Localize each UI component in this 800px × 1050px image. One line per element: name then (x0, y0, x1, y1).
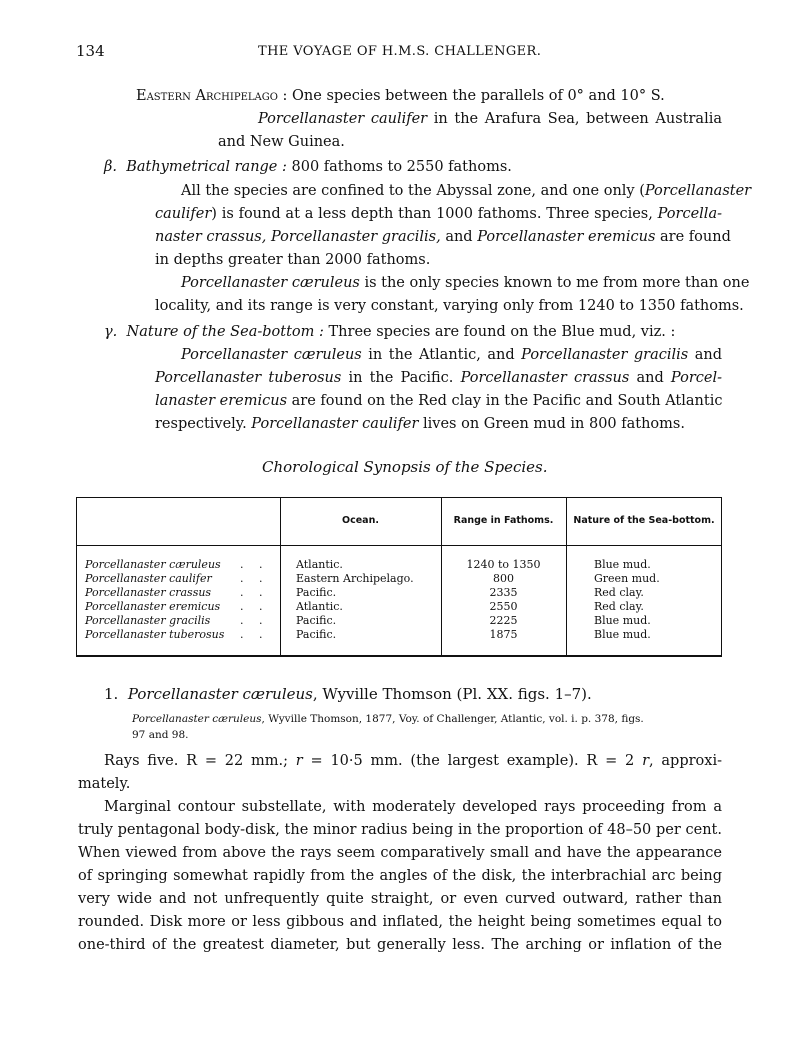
sea-bottom-heading: Nature of the Sea-bottom : (126, 324, 324, 340)
table-cell-bottom: Red clay. (594, 600, 644, 613)
table-cell-ocean: Pacific. (296, 614, 337, 627)
description-line-3: When viewed from above the rays seem comparatively small and have the appearance (78, 845, 722, 861)
species-authority: , Wyville Thomson (Pl. XX. figs. 1–7). (312, 685, 592, 703)
column-header-range: Range in Fathoms. (453, 515, 554, 526)
caulifer-locality: in the Arafura Sea, between Australia (427, 111, 722, 127)
synonymy-reference-line-2: 97 and 98. (132, 729, 189, 741)
text-run: and (629, 370, 671, 386)
text-run: respectively. (155, 416, 252, 432)
table-cell-range: 2550 (489, 600, 518, 613)
table-cell-ocean: Pacific. (296, 586, 337, 599)
bathymetrical-line-4: in depths greater than 2000 fathoms. (155, 252, 431, 268)
caulifer-line-1 (258, 109, 722, 129)
species-name: Porcellanaster cæruleus (127, 685, 313, 703)
table-cell-ocean: Pacific. (296, 628, 337, 641)
bathymetrical-line-2 (155, 204, 722, 224)
column-header-bottom: Nature of the Sea-bottom. (573, 515, 715, 526)
math-symbol: r (642, 753, 650, 769)
bathymetrical-range-text: 800 fathoms to 2550 fathoms. (286, 159, 512, 175)
species-name: Porcellanaster crassus (460, 370, 630, 386)
leader-dots: . . (240, 572, 269, 585)
bathymetrical-line-6: locality, and its range is very constant, varying only from 1240 to 1350 fathoms. (155, 298, 744, 314)
description-line-6: rounded. Disk more or less gibbous and inflated, the height being sometimes equal to (78, 914, 722, 930)
caulifer-name: Porcellanaster caulifer (258, 111, 428, 127)
caulifer-line-2: and New Guinea. (218, 134, 345, 150)
description-line-5: very wide and not unfrequently quite straight, or even curved outward, rather than (78, 891, 722, 907)
table-cell-range: 800 (493, 572, 514, 585)
bathymetrical-line-1 (181, 181, 752, 201)
table-cell-bottom: Blue mud. (594, 614, 651, 627)
text-run: are found on the Red clay in the Pacific and South Atlantic (287, 393, 723, 409)
text-run: = 10·5 mm. (the largest example). R = 2 (302, 753, 643, 769)
text-run: ) is found at a less depth than 1000 fathoms. Three species, (211, 206, 658, 222)
text-run: All the species are confined to the Abyssal zone, and one only ( (181, 183, 645, 199)
table-header-rule (76, 545, 722, 546)
table-cell-species (85, 600, 220, 614)
leader-dots: . . (240, 586, 269, 599)
leader-dots: . . (240, 600, 269, 613)
table-cell-species (85, 614, 210, 628)
bathymetrical-heading: Bathymetrical range : (126, 159, 287, 175)
synonymy-reference (132, 711, 644, 727)
table-cell-ocean: Atlantic. (296, 600, 343, 613)
sea-bottom-heading-line (104, 322, 675, 342)
text-run: in the Pacific. (341, 370, 461, 386)
text-run: are found (655, 229, 731, 245)
species-name: Porcellanaster gracilis (521, 347, 689, 363)
sea-bottom-text: Three species are found on the Blue mud, viz. : (323, 324, 676, 340)
synopsis-title: Chorological Synopsis of the Species. (262, 458, 548, 476)
sea-bottom-line-2 (155, 368, 722, 388)
bathymetrical-line-3 (155, 227, 731, 247)
leader-dots: . . (240, 614, 269, 627)
rays-measurement-line-2: mately. (78, 776, 131, 792)
table-cell-ocean: Eastern Archipelago. (296, 572, 414, 585)
rays-measurement-line (104, 751, 722, 771)
species-name: Porcellanaster eremicus (85, 600, 221, 613)
species-name: Porcellanaster (644, 183, 752, 199)
description-line-1: Marginal contour substellate, with moderately developed rays proceeding from a (104, 799, 722, 815)
math-symbol: r (295, 753, 303, 769)
table-cell-range: 1875 (489, 628, 518, 641)
species-name: Porcellanaster cæruleus (181, 347, 362, 363)
species-name: Porcellanaster cæruleus (132, 713, 262, 725)
species-name: Porcel- (670, 370, 722, 386)
text-run: in the Atlantic, and (361, 347, 522, 363)
species-heading (104, 684, 592, 704)
species-name: Porcellanaster crassus (85, 586, 212, 599)
table-cell-range: 2225 (489, 614, 518, 627)
text-run: Rays five. R = 22 mm.; (104, 753, 296, 769)
species-name: lanaster eremicus (155, 393, 288, 409)
species-name: Porcellanaster tuberosus (155, 370, 342, 386)
text-run: , Wyville Thomson, 1877, Voy. of Challenger, Atlantic, vol. i. p. 378, figs. (261, 713, 644, 725)
eastern-archipelago-line (136, 86, 680, 106)
eastern-archipelago-text: One species between the parallels of 0° and 10° S. (287, 88, 665, 104)
species-number: 1. (104, 685, 119, 703)
table-cell-bottom: Green mud. (594, 572, 660, 585)
beta-marker: β. (104, 159, 117, 175)
text-run: is the only species known to me from more than one (359, 275, 750, 291)
description-line-7: one-third of the greatest diameter, but generally less. The arching or inflation of the (78, 937, 722, 953)
table-cell-ocean: Atlantic. (296, 558, 343, 571)
sea-bottom-line-4 (155, 414, 685, 434)
description-line-2: truly pentagonal body-disk, the minor radius being in the proportion of 48–50 per cent. (78, 822, 722, 838)
sea-bottom-line-3 (155, 391, 722, 411)
species-name: naster crassus, Porcellanaster gracilis, (155, 229, 441, 245)
species-name: Porcellanaster cæruleus (181, 275, 360, 291)
leader-dots: . . (240, 558, 269, 571)
species-name: Porcellanaster caulifer (251, 416, 419, 432)
species-name: Porcellanaster cæruleus (85, 558, 221, 571)
species-name: caulifer (155, 206, 212, 222)
description-line-4: of springing somewhat rapidly from the angles of the disk, the interbrachial arc being (78, 868, 722, 884)
table-cell-species (85, 628, 224, 642)
table-cell-species (85, 586, 211, 600)
species-name: Porcellanaster caulifer (85, 572, 212, 585)
text-run: and (440, 229, 478, 245)
table-cell-species (85, 558, 221, 572)
text-run: and (688, 347, 722, 363)
text-run: , approxi- (649, 753, 722, 769)
column-header-ocean: Ocean. (342, 515, 379, 526)
species-name: Porcella- (657, 206, 722, 222)
eastern-archipelago-label: Eastern Archipelago : (136, 88, 288, 104)
table-cell-species (85, 572, 212, 586)
table-cell-range: 2335 (489, 586, 518, 599)
table-cell-bottom: Blue mud. (594, 628, 651, 641)
text-run: lives on Green mud in 800 fathoms. (418, 416, 685, 432)
table-cell-bottom: Blue mud. (594, 558, 651, 571)
sea-bottom-line-1 (181, 345, 722, 365)
bathymetrical-heading-line (104, 157, 512, 177)
page-number: 134 (76, 42, 105, 60)
gamma-marker: γ. (104, 324, 118, 340)
species-name: Porcellanaster gracilis (85, 614, 211, 627)
leader-dots: . . (240, 628, 269, 641)
table-cell-bottom: Red clay. (594, 586, 644, 599)
species-name: Porcellanaster tuberosus (85, 628, 225, 641)
running-head: THE VOYAGE OF H.M.S. CHALLENGER. (258, 44, 542, 59)
species-name: Porcellanaster eremicus (477, 229, 656, 245)
table-cell-range: 1240 to 1350 (466, 558, 541, 571)
bathymetrical-line-5 (181, 273, 750, 293)
